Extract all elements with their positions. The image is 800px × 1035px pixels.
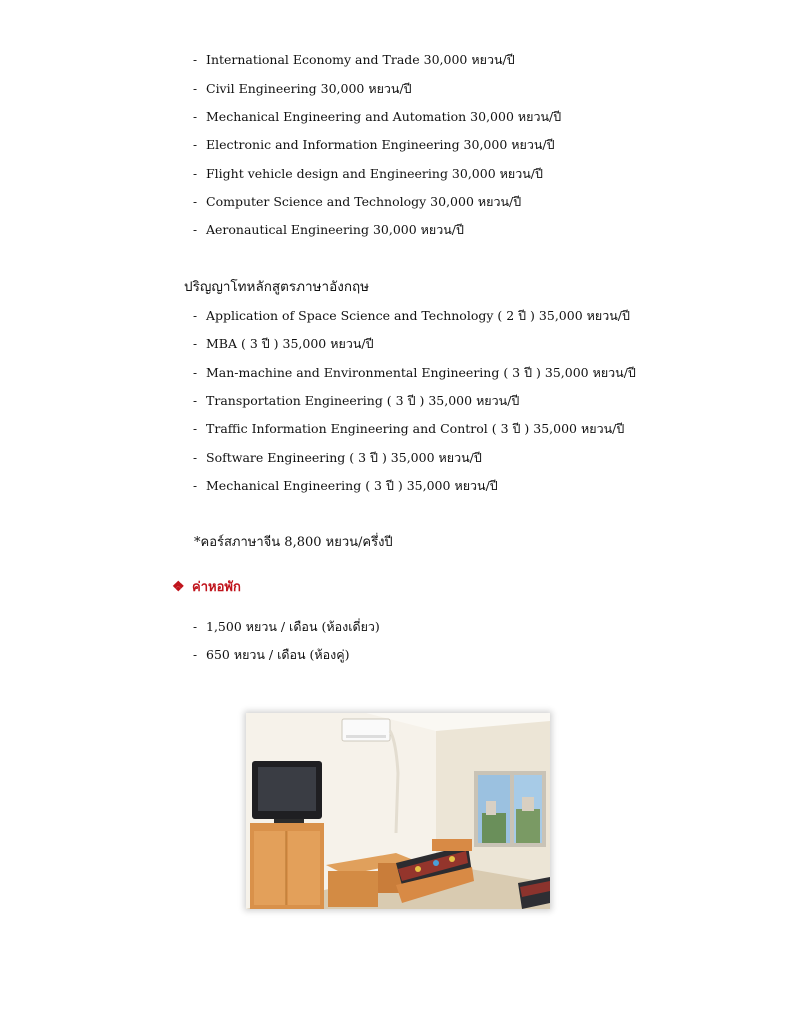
dorm-room-illustration (246, 713, 550, 909)
dorm-room-photo (246, 713, 550, 909)
diamond-bullet-icon: ❖ (172, 579, 185, 595)
chinese-course-note: *คอร์สภาษาจีน 8,800 หยวน/ครึ่งปี (194, 535, 393, 550)
dorm-heading (172, 576, 241, 597)
dorm-heading-label: ค่าหอพัก (192, 580, 241, 595)
masters-heading: ปริญญาโทหลักสูตรภาษาอังกฤษ (184, 279, 370, 295)
